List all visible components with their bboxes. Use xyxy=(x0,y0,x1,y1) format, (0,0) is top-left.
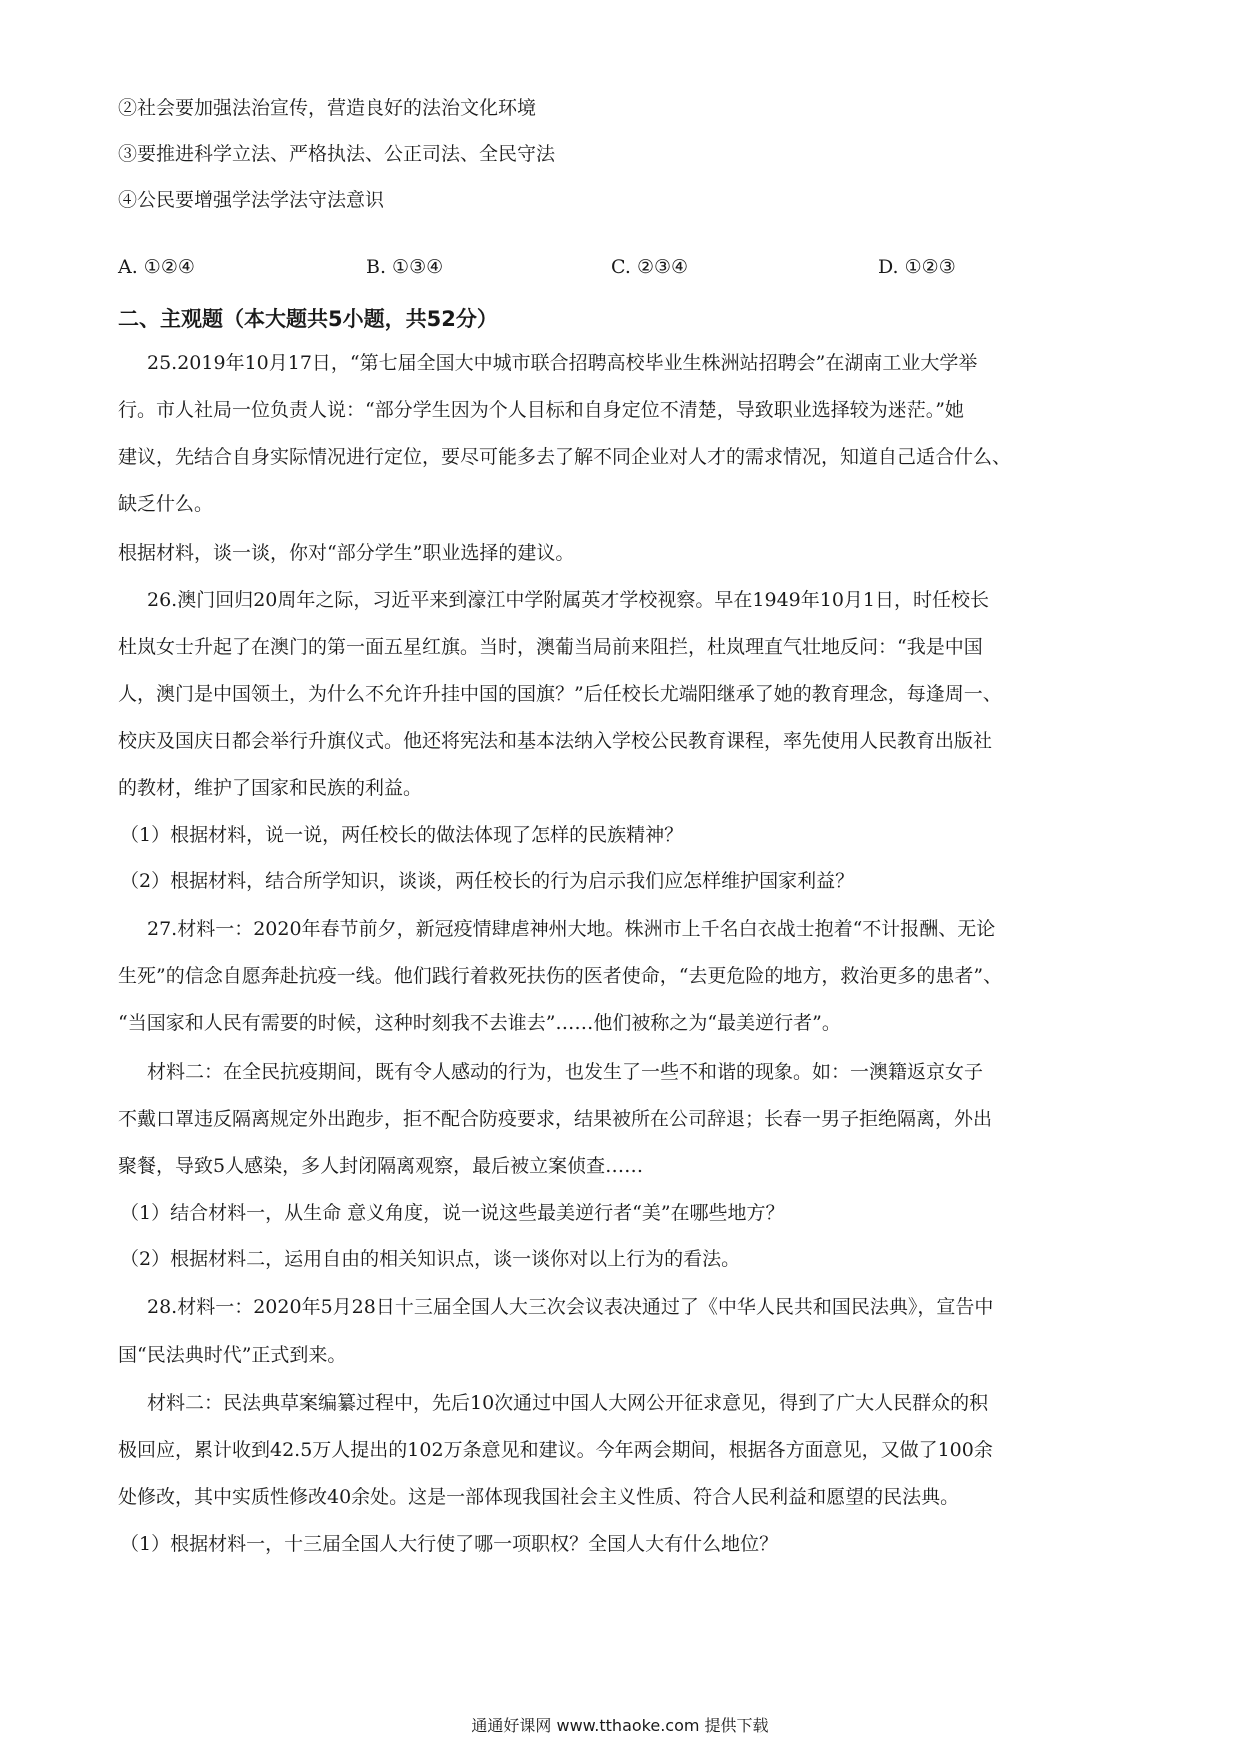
q27-subquestion-2: （2）根据材料二，运用自由的相关知识点，谈一谈你对以上行为的看法。 xyxy=(120,1248,741,1270)
q25-line: 25.2019年10月17日，“第七届全国大中城市联合招聘高校毕业生株洲站招聘会”在湖南工业大学举 xyxy=(147,352,978,374)
q28-subquestion-1: （1）根据材料一，十三届全国人大行使了哪一项职权？全国人大有什么地位？ xyxy=(120,1533,779,1555)
q28-material-2-line: 材料二：民法典草案编纂过程中，先后10次通过中国人大网公开征求意见，得到了广大人民群众的积 xyxy=(147,1392,989,1414)
option-b: B. ①③④ xyxy=(366,256,444,278)
q26-subquestion-2: （2）根据材料，结合所学知识，谈谈，两任校长的行为启示我们应怎样维护国家利益？ xyxy=(120,870,855,892)
q27-subquestion-1: （1）结合材料一，从生命 意义角度，说一说这些最美逆行者“美”在哪些地方？ xyxy=(120,1202,785,1224)
q28-material-1-line: 国“民法典时代”正式到来。 xyxy=(118,1344,347,1366)
q26-subquestion-1: （1）根据材料，说一说，两任校长的做法体现了怎样的民族精神？ xyxy=(120,824,684,846)
q28-material-1-line: 28.材料一：2020年5月28日十三届全国人大三次会议表决通过了《中华人民共和国民法典》，宣告中 xyxy=(147,1296,994,1318)
q28-material-2-line: 处修改，其中实质性修改40余处。这是一部体现我国社会主义性质、符合人民利益和愿望的民法典。 xyxy=(118,1486,960,1508)
q26-line: 杜岚女士升起了在澳门的第一面五星红旗。当时，澳葡当局前来阻拦，杜岚理直气壮地反问：“我是中国 xyxy=(118,636,983,658)
q27-material-1-line: “当国家和人民有需要的时候，这种时刻我不去谁去”……他们被称之为“最美逆行者”。 xyxy=(118,1012,841,1034)
q26-line: 26.澳门回归20周年之际，习近平来到濠江中学附属英才学校视察。早在1949年10月1日，时任校长 xyxy=(147,589,990,611)
q27-material-1-line: 生死”的信念自愿奔赴抗疫一线。他们践行着救死扶伤的医者使命，“去更危险的地方，救治更多的患者”、 xyxy=(118,965,1003,987)
q27-material-2-line: 材料二：在全民抗疫期间，既有令人感动的行为，也发生了一些不和谐的现象。如：一澳籍返京女子 xyxy=(147,1061,984,1083)
q26-line: 人，澳门是中国领土，为什么不允许升挂中国的国旗？”后任校长尤端阳继承了她的教育理念，每逢周一、 xyxy=(118,683,1002,705)
option-d: D. ①②③ xyxy=(878,256,956,278)
statement-2: ②社会要加强法治宣传，营造良好的法治文化环境 xyxy=(118,97,537,119)
section-heading: 二、主观题（本大题共5小题，共52分） xyxy=(118,307,498,331)
option-a: A. ①②④ xyxy=(118,256,195,278)
q25-line: 行。市人社局一位负责人说：“部分学生因为个人目标和自身定位不清楚，导致职业选择较为迷茫。”她 xyxy=(118,399,964,421)
q25-prompt: 根据材料，谈一谈，你对“部分学生”职业选择的建议。 xyxy=(118,542,575,564)
footer-watermark: 通通好课网 www.tthaoke.com 提供下载 xyxy=(471,1716,769,1735)
q25-line: 建议，先结合自身实际情况进行定位，要尽可能多去了解不同企业对人才的需求情况，知道自己适合什么、 xyxy=(118,446,1012,468)
statement-4: ④公民要增强学法学法守法意识 xyxy=(118,189,385,211)
statement-3: ③要推进科学立法、严格执法、公正司法、全民守法 xyxy=(118,143,556,165)
answer-options xyxy=(118,256,1128,286)
option-c: C. ②③④ xyxy=(611,256,689,278)
q27-material-2-line: 不戴口罩违反隔离规定外出跑步，拒不配合防疫要求，结果被所在公司辞退；长春一男子拒绝隔离，外出 xyxy=(118,1108,993,1130)
q26-line: 校庆及国庆日都会举行升旗仪式。他还将宪法和基本法纳入学校公民教育课程，率先使用人民教育出版社 xyxy=(118,730,993,752)
q25-line: 缺乏什么。 xyxy=(118,493,214,515)
q26-line: 的教材，维护了国家和民族的利益。 xyxy=(118,777,423,799)
q27-material-2-line: 聚餐，导致5人感染，多人封闭隔离观察，最后被立案侦查…… xyxy=(118,1155,644,1177)
q27-material-1-line: 27.材料一：2020年春节前夕，新冠疫情肆虐神州大地。株洲市上千名白衣战士抱着“不计报酬、无论 xyxy=(147,918,996,940)
q28-material-2-line: 极回应，累计收到42.5万人提出的102万条意见和建议。今年两会期间，根据各方面意见，又做了100余 xyxy=(118,1439,993,1461)
